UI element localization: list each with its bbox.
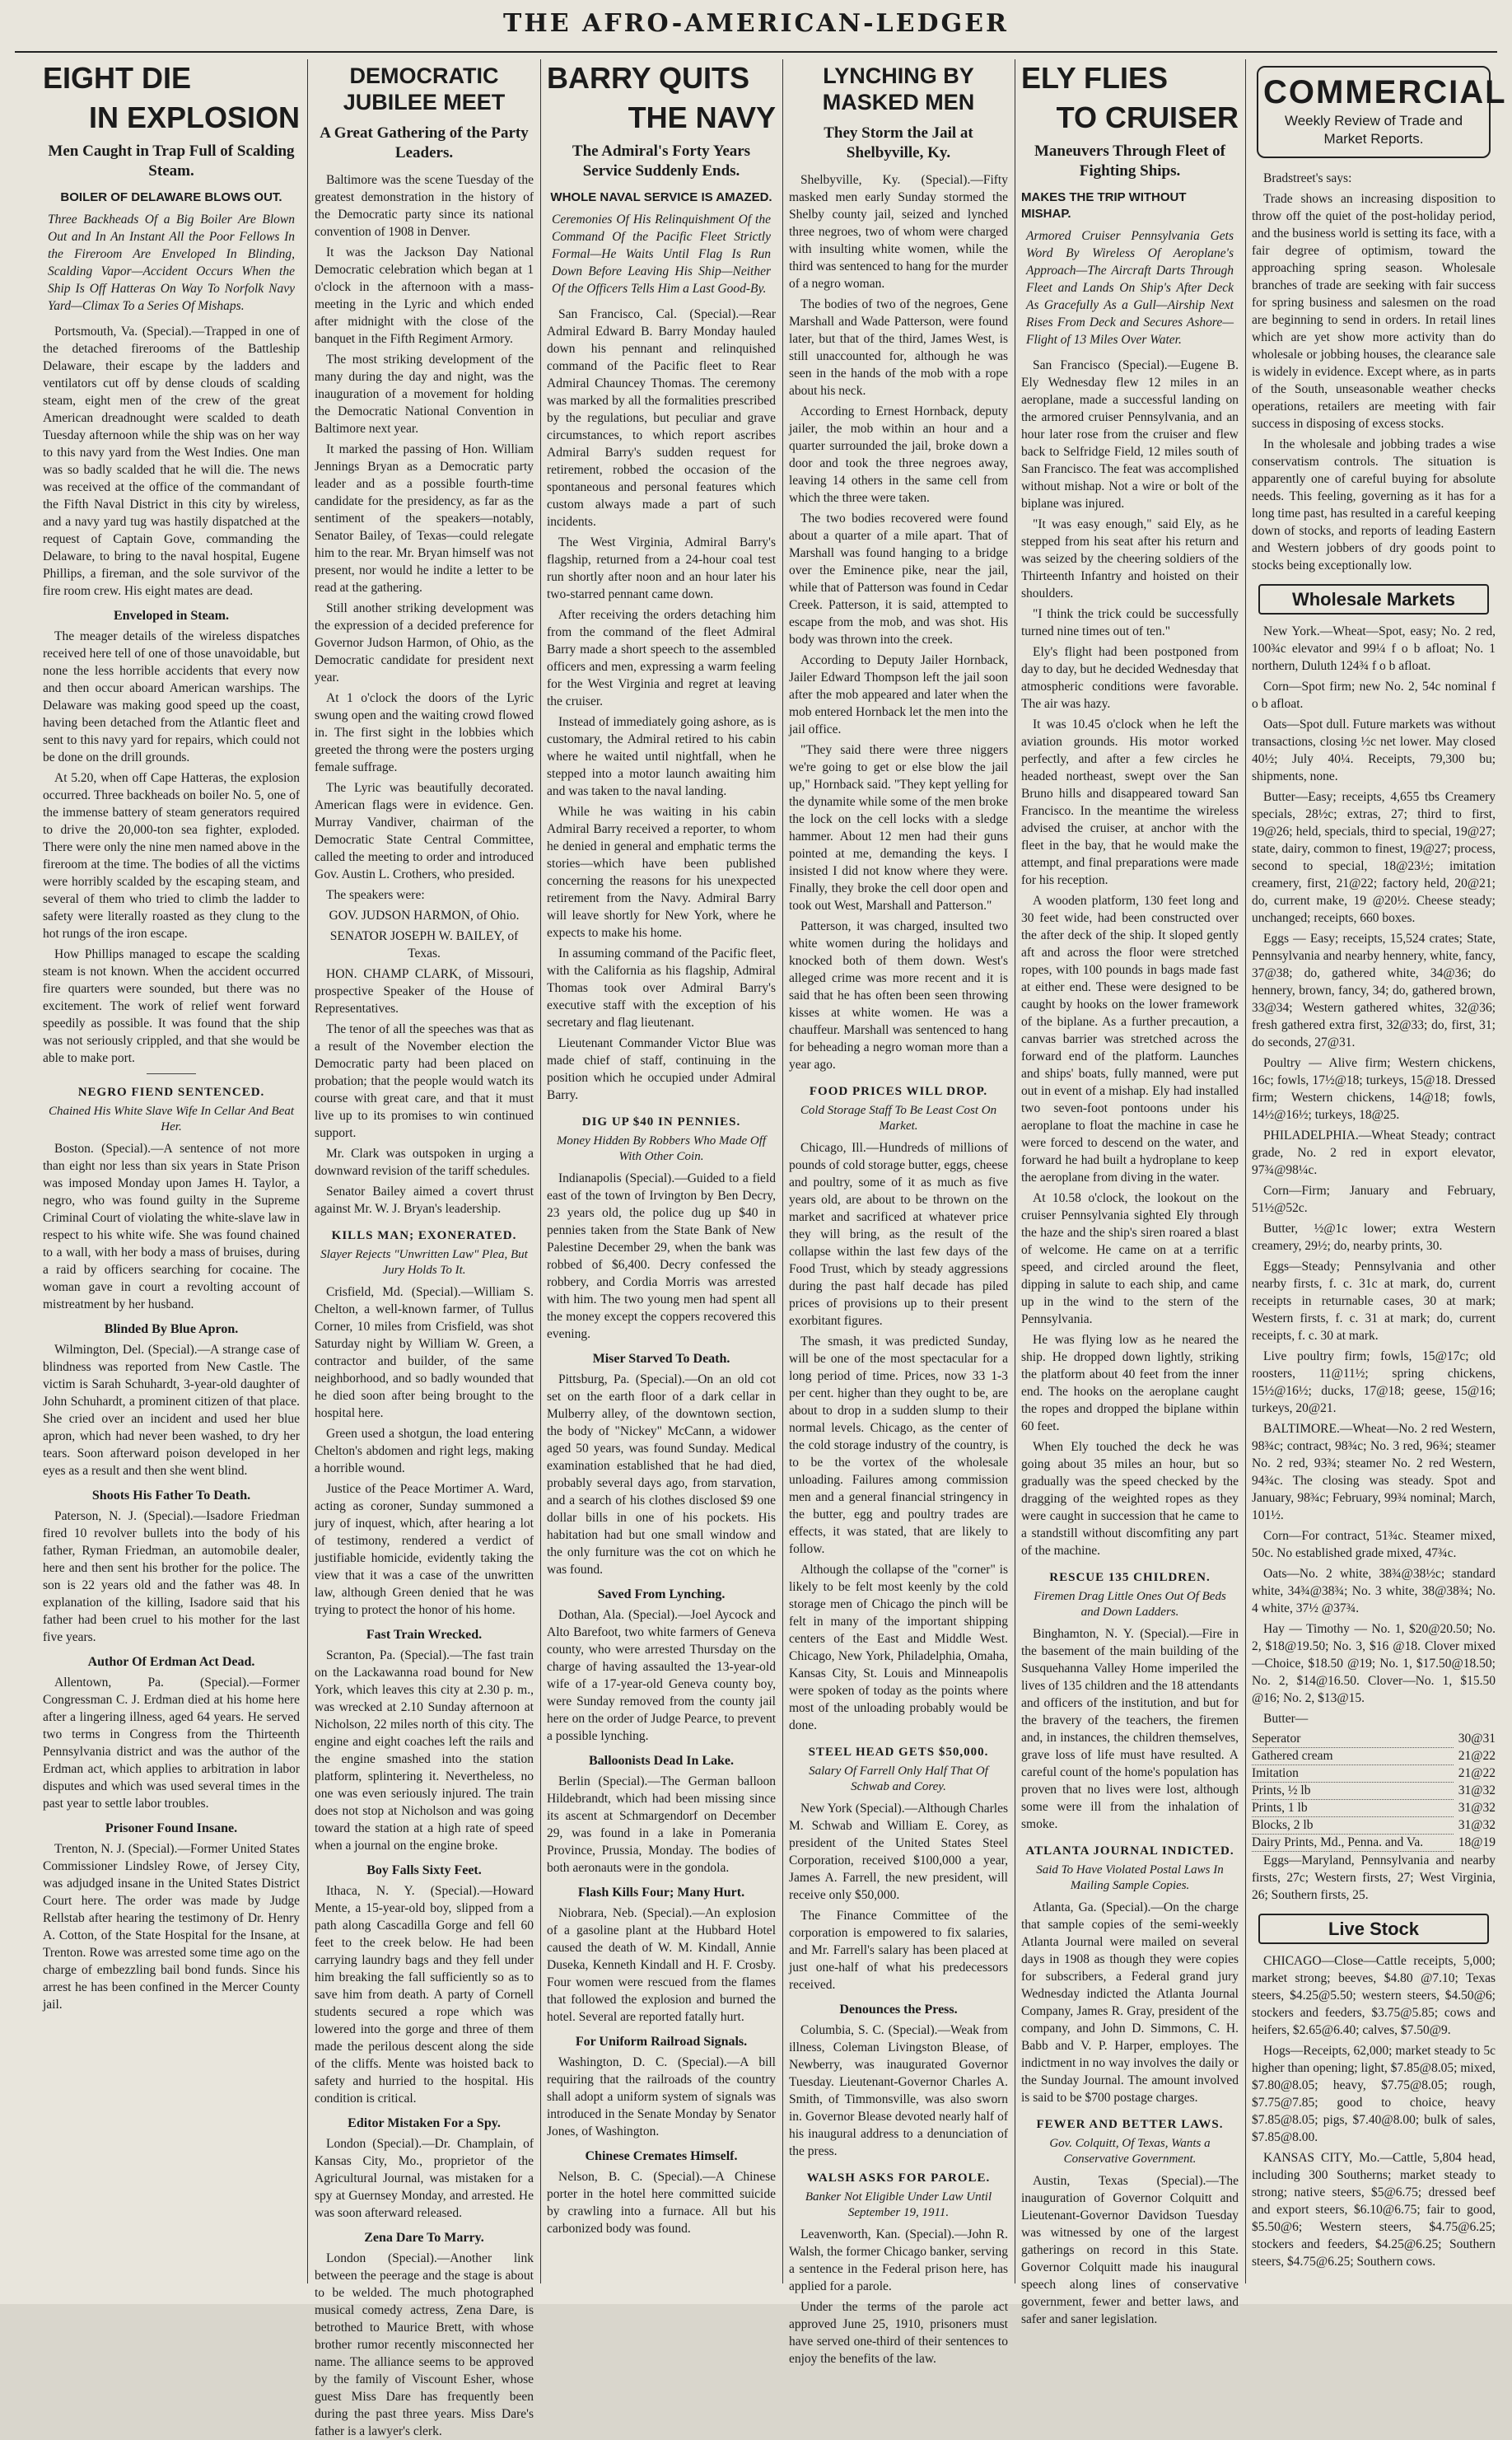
market-report: Hogs—Receipts, 62,000; market steady to 5c higher than opening; light, $7.85@8.05; mixed, $7.80@8.05; heavy, $7.75@8.05; rough, $7.75@7.85; good to choice, heavy $7.85@8.05; pigs, $7.40@8.00; bulk of sales, $7.85@8.00. [1252, 2044, 1496, 2144]
commercial-subtitle: Weekly Review of Trade and Market Reports. [1284, 113, 1463, 147]
subdeck: Cold Storage Staff To Be Least Cost On Market. [800, 1104, 997, 1133]
summary: Three Backheads Of a Big Boiler Are Blown Out and In An Instant All the Poor Fellows In the Fireroom Are Enveloped In Blinding, Scalding Vapor—Accident Occurs When the Ship Is Off Hatteras On Way To Norfolk Navy Yard—Climax To a Series Of Mishaps. [48, 213, 295, 313]
paragraph: Ithaca, N. Y. (Special).—Howard Mente, a 15-year-old boy, slipped from a path along Cascadilla Gorge and fell 60 feet to the creek below. He had been carrying laundry bags and they fell under him breaking the fall sufficiently so as to save him from death. A party of Cornell students secured a rope which was lowered into the gorge and three of them made the perilous descent along the side of the cliffs. Mente was hoisted back to safety and hurried to the hospital. His condition is critical. [315, 1884, 534, 2106]
paragraph: London (Special).—Another link between the peerage and the stage is about to be welded. The much photographed musical comedy actress, Zena Dare, is betrothed to Maurice Brett, with whose brother rumor recently misconnected her name. The alliance seems to be approved by the family of Viscount Esher, whose guest Miss Dare has frequently been during the past three years. Miss Dare's father is a lawyer's clerk. [315, 2251, 534, 2438]
newspaper-title: THE AFRO-AMERICAN-LEDGER [503, 9, 1009, 38]
paragraph: Patterson, it was charged, insulted two white women during the holidays and knocked both of them down. West's alleged crime was more recent and it is said that he has often been seen throwing kisses at white women. He was a chauffeur. Marshall was sentenced to hang for beheading a negro woman more than a year ago. [789, 919, 1008, 1072]
butter-price: 21@22 [1458, 1749, 1496, 1763]
paragraph: Leavenworth, Kan. (Special).—John R. Walsh, the former Chicago banker, serving a sentence in the Federal prison here, has applied for a parole. [789, 2227, 1008, 2293]
market-report: Corn—Spot firm; new No. 2, 54c nominal f o b afloat. [1252, 680, 1496, 711]
paragraph: The two bodies recovered were found about a quarter of a mile apart. That of Marshall was found hanging to a bridge over the Eminence pike, near the jail, while that of Patterson was found in Cedar Creek. Patterson, it is said, attempted to escape from the mob, and was shot. His body was thrown into the creek. [789, 512, 1008, 647]
subheading: FOOD PRICES WILL DROP. [809, 1085, 988, 1098]
subheading: Enveloped in Steam. [113, 609, 229, 623]
market-report: Corn—Firm; January and February, 51½@52c. [1252, 1184, 1496, 1215]
speaker: SENATOR JOSEPH W. BAILEY, of Texas. [329, 929, 519, 961]
subheading: Blinded By Blue Apron. [104, 1322, 239, 1336]
column-rule [540, 59, 541, 2283]
column-3 [547, 59, 776, 2283]
paragraph: The most striking development of the many during the day and night, was the inauguration of a movement for holding the Democratic National Convention in Baltimore next year. [315, 353, 534, 436]
subheading: Boy Falls Sixty Feet. [366, 1863, 482, 1877]
divider [147, 1073, 196, 1074]
subdeck: Money Hidden By Robbers Who Made Off With Other Coin. [556, 1134, 767, 1163]
paragraph: Wilmington, Del. (Special).—A strange case of blindness was reported from New Castle. The victim is Sarah Schuhardt, 3-year-old daughter of John Schuhardt, a prominent citizen of that place. She cried over an incident and used her blue apron, which had never been washed, to dry her tears. Soon afterward poison developed in her eyes as a result and then she went blind. [43, 1343, 300, 1478]
butter-grade: Seperator [1252, 1731, 1454, 1748]
butter-price-row [1252, 1731, 1496, 1748]
market-report: Oats—No. 2 white, 38¾@38½c; standard white, 34¾@38¾; No. 3 white, 38@38¾; No. 4 white, 37½ @37¾. [1252, 1567, 1496, 1615]
paragraph: At 5.20, when off Cape Hatteras, the explosion occurred. Three backheads on boiler No. 5, one of the immense battery of steam generators required to drive the 20,000-ton sea fighter, exploded. There were only the nine men named above in the fireroom at the time. The bodies of all the victims were horribly scalded by the escaping steam, and several of them who tried to climb the ladder to safety were literally roasted as they clung to the hot rungs of the iron escape. [43, 771, 300, 941]
headline [547, 102, 776, 133]
subheading: Chinese Cremates Himself. [585, 2149, 738, 2163]
subheading: KILLS MAN; EXONERATED. [331, 1229, 517, 1242]
paragraph: It marked the passing of Hon. William Jennings Bryan as a Democratic party leader and as a possible fourth-time candidate for the presidency, as far as the sentiment of the speakers—notably, Senator Bailey, of Texas—could relegate him to the rear. Mr. Bryan himself was not present, nor would he indite a letter to be read at the gathering. [315, 442, 534, 595]
paragraph: Justice of the Peace Mortimer A. Ward, acting as coroner, Sunday summoned a jury of inquest, which, after hearing a lot of testimony, rendered a verdict of justifiable homicide, evidently taking the view that it was a case of the unwritten law, although Green denied that he was trying to protect the honor of his home. [315, 1482, 534, 1617]
paragraph: The bodies of two of the negroes, Gene Marshall and Wade Patterson, were found later, but that of the third, James West, is still unaccounted for, although he was seen in the hands of the mob with a rope about his neck. [789, 297, 1008, 398]
headline-line: TO CRUISER [1056, 100, 1239, 134]
market-report: KANSAS CITY, Mo.—Cattle, 5,804 head, including 300 Southerns; market steady to strong; native steers, $5@6.75; dressed beef and export steers, $6.10@6.75; fair to good, $5.50@6; Western steers, $4.75@6.25; stockers and feeders, $4.25@6.25; Southern steers, $4.75@6.25; Southern cows. [1252, 2151, 1496, 2269]
column-4 [789, 59, 1008, 2366]
subheading: Flash Kills Four; Many Hurt. [577, 1886, 745, 1900]
deck: A Great Gathering of the Party Leaders. [320, 124, 529, 161]
butter-price: 31@32 [1458, 1783, 1496, 1797]
headline: DEMOCRATIC JUBILEE MEET [343, 63, 506, 115]
paragraph: "It was easy enough," said Ely, as he stepped from his seat after his return and was seized by the cheering soldiers of the Thirteenth Infantry and hoisted on their shoulders. [1021, 517, 1239, 601]
subheading: RESCUE 135 CHILDREN. [1049, 1571, 1211, 1584]
subheading: Fast Train Wrecked. [366, 1628, 483, 1642]
paragraph: Trade shows an increasing disposition to throw off the quiet of the post-holiday period, and the business world is setting its face, with a fair degree of optimism, toward the approaching spring season. Wholesale branches of trade are seeking with fair success for spring business and salesmen on the road are beginning to send in orders. In retail lines which are yet show more activity than do wholesale or jobbing houses, the clearance sale is widely in evidence. Except where, as in parts of the South, unseasonable weather checks operations, retailers are meeting with fair success in disposing of excess stocks. [1252, 192, 1496, 431]
butter-grade: Dairy Prints, Md., Penna. and Va. [1252, 1835, 1454, 1852]
paragraph: Boston. (Special).—A sentence of not more than eight nor less than six years in State Prison was imposed Monday upon James H. Taylor, a negro, who was found guilty in the Supreme Criminal Court of violating the white-slave law in respect to his white wife. She was found chained to a wall, with her body a mass of bruises, during a raid by officers searching for cocaine. The woman gave in court a revolting account of mistreatment by her husband. [43, 1142, 300, 1311]
paragraph: Bradstreet's says: [1263, 171, 1352, 185]
paragraph: The Lyric was beautifully decorated. American flags were in evidence. Gen. Murray Vandiver, chairman of the Democratic State Central Committee, called the meeting to order and introduced Gov. Austin L. Crothers, who presided. [315, 781, 534, 881]
paragraph: London (Special).—Dr. Champlain, of Kansas City, Mo., proprietor of the Agricultural Journal, was mistaken for a spy at Guernsey Monday, and arrested. He was soon afterward released. [315, 2137, 534, 2220]
subheading: Prisoner Found Insane. [105, 1821, 238, 1835]
subdeck: Gov. Colquitt, Of Texas, Wants a Conservative Government. [1049, 2137, 1211, 2166]
summary: Ceremonies Of His Relinquishment Of the Command Of the Pacific Fleet Strictly Formal—He Waits Until Flag Is Run Down Before Leaving His Ship—Neither Of the Officers Tells Him a Last Good-By. [552, 213, 771, 296]
subheading: Saved From Lynching. [597, 1587, 726, 1601]
subheading: Denounces the Press. [839, 2003, 958, 2017]
commercial-title: COMMERCIAL [1263, 74, 1507, 110]
paragraph: Lieutenant Commander Victor Blue was made chief of staff, continuing in the position which he occupied under Admiral Barry. [547, 1036, 776, 1102]
paragraph: Instead of immediately going ashore, as is customary, the Admiral retired to his cabin where he waited until nightfall, when he stepped into a motor launch awaiting him and was taken to the naval landing. [547, 715, 776, 798]
paragraph: Atlanta, Ga. (Special).—On the charge that sample copies of the semi-weekly Atlanta Journal were mailed on several days in 1908 as though they were copies for subscribers, a Federal grand jury Wednesday indicted the Atlanta Journal Company, James R. Gray, president of the company, and John D. Simmons, C. H. Babb and V. P. Harper, employes. The indictment in no way involves the daily or the Sunday Journal. The amount involved is said to be $700 postage charges. [1021, 1900, 1239, 2105]
live-stock-heading: Live Stock [1258, 1914, 1489, 1944]
market-report: Butter—Easy; receipts, 4,655 tbs Creamery specials, 28½c; extras, 27; third to first, 19@26; held, specials, third to special, 19@27; state, dairy, common to finest, 19@27; process, second to special, 18@23½; imitation creamery, first, 21@22; factory held, 20@21; do, current make, 19 @20½. Cheese steady; unchanged; receipts, 660 boxes. [1252, 790, 1496, 925]
column-rule [782, 59, 783, 2283]
market-report: Hay — Timothy — No. 1, $20@20.50; No. 2, $18@19.50; No. 3, $16 @18. Clover mixed—Choice, $18.50 @19; No. 1, $17.50@18.50; No. 2, $14@16.50. Clover—No. 1, $15.50 @16; No. 2, $13@15. [1252, 1622, 1496, 1705]
paragraph: When Ely touched the deck he was going about 35 miles an hour, but so gradually was the speed checked by the dragging of the weighted ropes as they were caught in succession that he came to a standstill without discomfiting any part of the machine. [1021, 1440, 1239, 1558]
headline [43, 63, 300, 94]
summary: Armored Cruiser Pennsylvania Gets Word By Wireless Of Aeroplane's Approach—The Aircraft Darts Through Fleet and Lands On Ship's After Deck As Gracefully As a Gull—Airship Next Rises From Deck and Secures Ashore—Flight of 13 Miles Over Water. [1026, 229, 1234, 347]
column-2 [315, 59, 534, 2438]
headline-line: THE NAVY [628, 100, 776, 134]
deck: The Admiral's Forty Years Service Suddenly Ends. [572, 143, 751, 180]
paragraph: After receiving the orders detaching him from the command of the fleet Admiral Barry made a short speech to the assembled officers and men, expressing a warm feeling for the West Virginia and regret at leaving the cruiser. [547, 608, 776, 708]
paragraph: He was flying low as he neared the ship. He dropped down lightly, striking the platform about 40 feet from the inner end. The hooks on the aeroplane caught the ropes and dropped the biplane within 60 feet. [1021, 1333, 1239, 1433]
paragraph: Dothan, Ala. (Special).—Joel Aycock and Alto Barefoot, two white farmers of Geneva county, who were arrested Thursday on the charge of having assaulted the 13-year-old wife of a 17-year-old Geneva county boy, were Sunday removed from the county jail here on the order of Judge Pearce, to prevent a possible lynching. [547, 1608, 776, 1743]
butter-price-table [1252, 1731, 1496, 1852]
paragraph: Allentown, Pa. (Special).—Former Congressman C. J. Erdman died at his home here after a lingering illness, aged 64 years. He served two terms in Congress from the Thirteenth Pennsylvania district and was the author of the Erdman act, which applies to arbitration in labor disputes and which was used several times in the past year to settle labor troubles. [43, 1676, 300, 1811]
paragraph: The speakers were: [326, 888, 425, 902]
market-report: Poultry — Alive firm; Western chickens, 16c; fowls, 17½@18; turkeys, 15@18. Dressed firm; Western chickens, 14@18; fowls, 14½@16½; turkeys, 18@25. [1252, 1056, 1496, 1122]
paragraph: Shelbyville, Ky. (Special).—Fifty masked men early Sunday stormed the Shelby county jail, seized and lynched three negroes, two of whom were charged with insulting white women, while the third was sentenced to hang for the murder of a negro woman. [789, 173, 1008, 291]
paragraph: Crisfield, Md. (Special).—William S. Chelton, a well-known farmer, of Tullus Corner, 10 miles from Crisfield, was shot Saturday night by William W. Green, a contractor and builder, of the same neighborhood, and so badly wounded that he died soon after being brought to the hospital here. [315, 1285, 534, 1420]
headline [547, 63, 776, 94]
headline-line: EIGHT DIE [43, 61, 192, 95]
butter-price: 31@32 [1458, 1801, 1496, 1815]
market-report: Butter— [1263, 1712, 1309, 1726]
paragraph: Columbia, S. C. (Special).—Weak from illness, Coleman Livingston Blease, of Newberry, was inaugurated Governor Tuesday. Lieutenant-Governor Charles A. Smith, of Timmonsville, was also sworn in. Governor Blease devoted nearly half of his inaugural address to a denunciation of the press. [789, 2023, 1008, 2158]
paragraph: In assuming command of the Pacific fleet, with the California as his flagship, Admiral Thomas took over Admiral Barry's executive staff with the exception of his secretary and flag lieutenant. [547, 947, 776, 1030]
subdeck: Slayer Rejects "Unwritten Law" Plea, But Jury Holds To It. [320, 1248, 528, 1277]
paragraph: Niobrara, Neb. (Special).—An explosion of a gasoline plant at the Hubbard Hotel caused the death of W. M. Kindall, Annie Duseka, Kenneth Kindall and H. F. Crosby. Four women were rescued from the flames that followed the explosion and burned the hotel. Several are reported fatally hurt. [547, 1906, 776, 2024]
subdeck: Said To Have Violated Postal Laws In Mailing Sample Copies. [1036, 1863, 1224, 1892]
butter-grade: Prints, ½ lb [1252, 1783, 1454, 1800]
commercial-box [1257, 66, 1507, 158]
market-report: Oats—Spot dull. Future markets was without transactions, closing ½c net lower. May closed 40½; July 40¼. Receipts, 79,300 bu; shipments, none. [1252, 718, 1496, 783]
market-report: Butter, ½@1c lower; extra Western creamery, 29½; do, nearby prints, 30. [1252, 1222, 1496, 1253]
paragraph: It was 10.45 o'clock when he left the aviation grounds. His motor worked perfectly, and after a few circles he headed northeast, swept over the San Bruno hills and disappeared toward San Francisco. In the meantime the wireless advised the cruiser, at anchor with the fleet in the bay, that he would make the attempt, and final preparations were made for his reception. [1021, 718, 1239, 887]
paragraph: Austin, Texas (Special).—The inauguration of Governor Colquitt and Lieutenant-Governor Davidson Tuesday was witnessed by one of the largest gatherings on record in this State. Governor Colquitt made his inaugural speech along lines of conservative government, fewer and better laws, and safer and saner legislation. [1021, 2174, 1239, 2326]
deck: They Storm the Jail at Shelbyville, Ky. [824, 124, 973, 161]
paragraph: Although the collapse of the "corner" is likely to be felt most keenly by the cold storage men of Chicago the pinch will be felt in many of the important shipping centers of the East and Middle West. Chicago, New York, Philadelphia, Omaha, Kansas City, St. Louis and Minneapolis were spoken of today as the points where most of the unloading probably would be done. [789, 1563, 1008, 1732]
headline: LYNCHING BY MASKED MEN [822, 63, 975, 115]
subheading: Miser Starved To Death. [592, 1352, 730, 1366]
subheading: ATLANTA JOURNAL INDICTED. [1025, 1844, 1234, 1858]
headline [1021, 63, 1239, 94]
subheading: Author Of Erdman Act Dead. [87, 1655, 255, 1669]
paragraph: Scranton, Pa. (Special).—The fast train on the Lackawanna road bound for New York, which leaves this city at 2.30 p. m., was wrecked at 2.10 Sunday afternoon at Nicholson, 22 miles north of this city. The engine and eight coaches left the rails and the engine smashed into the station platform, splintering it. Nevertheless, no one was even seriously injured. The train does not stop at Nicholson and was going toward the station at a high rate of speed when a journal on the engine broke. [315, 1648, 534, 1853]
headline [1021, 102, 1239, 133]
paragraph: San Francisco, Cal. (Special).—Rear Admiral Edward B. Barry Monday hauled down his pennant and relinquished command of the Pacific fleet to Rear Admiral Chauncey Thomas. The ceremony was marked by all the formalities prescribed by the regulations, but peculiar and grave circumstances, to which report ascribes Admiral Barry's sudden request for retirement, robbed the occasion of the spontaneous and personal features which custom always made a part of such incidents. [547, 307, 776, 529]
butter-price-row [1252, 1783, 1496, 1800]
paragraph: Green used a shotgun, the load entering Chelton's abdomen and right legs, making a horrible wound. [315, 1427, 534, 1475]
paragraph: Nelson, B. C. (Special).—A Chinese porter in the hotel here committed suicide by crawling into a furnace. All but his carbonized body was found. [547, 2170, 776, 2236]
paragraph: Paterson, N. J. (Special).—Isadore Friedman fired 10 revolver bullets into the body of his father, Ryman Friedman, an automobile dealer, here and then sent his brother for the police. The son is 22 years old and the father was 48. In explanation of the killing, Isadore said that his father had been cruel to his mother for the last five years. [43, 1509, 300, 1644]
market-report: BALTIMORE.—Wheat—No. 2 red Western, 98¾c; contract, 98¾c; No. 3 red, 96¾; steamer No. 2 red, 93¾; steamer No. 2 red Western, 94¾c. The closing was steady. Spot and January, 98¾c; February, 99¾ nominal; March, 101½. [1252, 1422, 1496, 1522]
paragraph: "I think the trick could be successfully turned nine times out of ten." [1021, 607, 1239, 638]
headline [43, 102, 300, 133]
paragraph: Berlin (Special).—The German balloon Hildebrandt, which had been missing since its ascent at Schmargendorf on December 29, was found in a lake in Pomerania Province, Prussia, Monday. The bodies of both aeronauts were in the gondola. [547, 1774, 776, 1875]
paragraph: "They said there were three niggers we're going to get or else blow the jail up," Hornback said. "They kept yelling for the dynamite while some of the men broke the lock on the cell locks with a sledge hammer. About 12 men had their guns pointed at me, demanding the keys. I insisted I did not know where they were. Finally, they broke the cell door open and took out West, Marshall and Patterson." [789, 743, 1008, 913]
butter-price-row [1252, 1765, 1496, 1783]
butter-price: 31@32 [1458, 1818, 1496, 1832]
subheading: For Uniform Railroad Signals. [575, 2035, 748, 2049]
subheading: Balloonists Dead In Lake. [588, 1754, 735, 1768]
paragraph: The smash, it was predicted Sunday, will be one of the most spectacular for a long period of time. Prices, now 33 1-3 per cent. higher than they ought to be, are about to drop in a sudden slump to their normal levels. Chicago, as the center of the cold storage industry of the country, is to be the vortex of the wholesale unloading. Failures among commission men and a general financial stringency in the butter, egg and poultry trades are effects, it was stated, that are likely to follow. [789, 1335, 1008, 1556]
paragraph: The West Virginia, Admiral Barry's flagship, returned from a 24-hour coal test run shortly after noon and an hour later his two-starred pennant came down. [547, 535, 776, 601]
market-report: Eggs — Easy; receipts, 15,524 crates; State, Pennsylvania and nearby hennery, white, fancy, 37@38; do, gathered white, 34@36; do hennery, brown, fancy, 34; do, gathered brown, 33@34; Western gathered whites, 32@36; fresh gathered extra first, 32@33; do, first, 31; do seconds, 27@31. [1252, 932, 1496, 1049]
column-6 [1252, 59, 1507, 2283]
headline-line: IN EXPLOSION [88, 100, 300, 134]
subheading: Editor Mistaken For a Spy. [348, 2116, 501, 2130]
subheading: NEGRO FIEND SENTENCED. [77, 1086, 265, 1099]
paragraph: The Finance Committee of the corporation is empowered to fix salaries, and Mr. Farrell's salary has been placed at just one-half of what his predecessors received. [789, 1909, 1008, 1992]
paragraph: A wooden platform, 130 feet long and 30 feet wide, had been constructed over the after deck of the ship. It sloped gently aft and across the floor were stretched ropes, with 100 pounds in bags made fast at either end. These were designed to be caught by hooks on the lower framework of the biplane. As a further precaution, a canvas barrier was stretched across the forward end of the platform. Launches and ships' boats, fully manned, were put out in event of a mishap. Ely had installed two seven-foot pontoons under his aeroplane to float the machine in case he were forced to descend on the water, and forward he had built a hydroplane to keep the aeroplane from diving in the water. [1021, 894, 1239, 1185]
butter-price-row [1252, 1748, 1496, 1765]
deck-caps: MAKES THE TRIP WITHOUT MISHAP. [1021, 190, 1187, 221]
butter-grade: Blocks, 2 lb [1252, 1817, 1454, 1835]
paragraph: At 10.58 o'clock, the lookout on the cruiser Pennsylvania sighted Ely through the haze and the ship's siren roared a blast of welcome. He came on at a terrific speed, and circled around the fleet, dipping in salute to each ship, and came up in the wind to the stern of the Pennsylvania. [1021, 1191, 1239, 1326]
column-rule [307, 59, 308, 2283]
paragraph: Binghamton, N. Y. (Special).—Fire in the basement of the main building of the Susquehanna Valley Home imperiled the lives of 135 children and the 18 attendants and officers of the institution, and but for the bravery of the teachers, the firemen and, in instances, the children themselves, grave loss of life must have resulted. A careful count of the home's population has proven that no lives were lost, although some were ill from the inhalation of smoke. [1021, 1627, 1239, 1831]
subdeck: Salary Of Farrell Only Half That Of Schwab and Corey. [809, 1765, 988, 1793]
paragraph: Still another striking development was the expression of a decided preference for Governor Judson Harmon, of Ohio, as the Democratic candidate for president next year. [315, 601, 534, 685]
butter-grade: Imitation [1252, 1765, 1454, 1783]
paragraph: Under the terms of the parole act approved June 25, 1910, prisoners must have served one-third of their sentences to enjoy the benefits of the law. [789, 2300, 1008, 2366]
paragraph: In the wholesale and jobbing trades a wise conservatism controls. The situation is apparently one of careful buying for absolute needs. This feeling, governing as it has for a long time past, has resulted in a careful keeping down of stocks, and reports of leading Eastern and Western jobbers of dry goods point to stocks being exceptionally low. [1252, 437, 1496, 573]
butter-price: 30@31 [1458, 1732, 1496, 1746]
paragraph: The meager details of the wireless dispatches received here tell of one of those unavoidable, but none the less horrible accidents that every now and then occur aboard American warships. The Delaware was making good speed up the coast, having been detached from the Atlantic fleet and sent to this navy yard for repairs, which could not be done on the drill grounds. [43, 629, 300, 764]
butter-grade: Prints, 1 lb [1252, 1800, 1454, 1817]
paragraph: Pittsburg, Pa. (Special).—On an old cot set on the earth floor of a dark cellar in Mulberry alley, of the downtown section, the body of "Nickey" McCann, a widower aged 50 years, was found Sunday. Medical examination established that he had died, probably several days ago, from starvation, and a search of his clothes disclosed $9 one dollar bills in one of his pockets. His habitation had but one small window and the only furniture was the cot on which he was found. [547, 1372, 776, 1577]
market-report: Eggs—Maryland, Pennsylvania and nearby firsts, 27c; Western firsts, 27; West Virginia, 26; Southern firsts, 25. [1252, 1853, 1496, 1902]
deck-caps: WHOLE NAVAL SERVICE IS AMAZED. [550, 190, 772, 204]
market-report: Eggs—Steady; Pennsylvania and other nearby firsts, f. c. 31c at mark, do, current receipts in returnable cases, 30 at mark; Western firsts, f. c. 31 at mark; do, current receipts, f. c. 30 at mark. [1252, 1260, 1496, 1343]
butter-grade: Gathered cream [1252, 1748, 1454, 1765]
deck: Men Caught in Trap Full of Scalding Steam. [48, 143, 295, 180]
market-report: Live poultry firm; fowls, 15@17c; old roosters, 11@11½; spring chickens, 15½@16½; ducks, 17@18; geese, 15@16; turkeys, 20@21. [1252, 1349, 1496, 1415]
masthead [0, 0, 1512, 58]
paragraph: Washington, D. C. (Special).—A bill requiring that the railroads of the country shall adopt a uniform system of signals was introduced in the Senate Monday by Senator Jones, of Washington. [547, 2055, 776, 2139]
subdeck: Firemen Drag Little Ones Out Of Beds and Down Ladders. [1034, 1590, 1226, 1619]
paragraph: Trenton, N. J. (Special).—Former United States Commissioner Lindsley Rowe, of Jersey City, was adjudged insane in the United States District Court here. The order was made by Judge Rellstab after hearing the testimony of Dr. Henry A. Cotton, of the State Hospital for the Insane, at Trenton. Rowe was arrested some time ago on the charge of embezzling bail bond funds. Since his arrest he has been confined in the Mercer County jail. [43, 1842, 300, 2012]
speaker: HON. CHAMP CLARK, of Missouri, prospective Speaker of the House of Representatives. [315, 967, 534, 1016]
subheading: Shoots His Father To Death. [91, 1489, 251, 1503]
subheading: FEWER AND BETTER LAWS. [1036, 2118, 1224, 2131]
paragraph: How Phillips managed to escape the scalding steam is not known. When the accident occurred fire quarters were sounded, but there was no excitement. The work of relief went forward speedily as possible. It was found that the ship was not seriously crippled, and that she would be able to make port. [43, 947, 300, 1065]
paragraph: It was the Jackson Day National Democratic celebration which began at 1 o'clock in the afternoon with a mass-meeting in the Lyric and which ended after midnight with the close of the banquet in the Fifth Regiment Armory. [315, 245, 534, 346]
subdeck: Banker Not Eligible Under Law Until September 19, 1911. [805, 2190, 992, 2219]
column-5 [1021, 59, 1239, 2326]
paragraph: According to Ernest Hornback, deputy jailer, the mob within an hour and a quarter surrounded the jail, broke down a door and took the three negroes away, leaving 14 others in the same cell from which the three were taken. [789, 404, 1008, 505]
market-report: PHILADELPHIA.—Wheat Steady; contract grade, No. 2 red in export elevator, 97¾@98¼c. [1252, 1129, 1496, 1177]
paragraph: Chicago, Ill.—Hundreds of millions of pounds of cold storage butter, eggs, cheese and poultry, some of it as much as five years old, are about to be thrown on the market and sacrificed at whatever price they will bring, as the result of the collapse within the last few days of the Food Trust, which by steady aggressions during the past half decade has piled prices of provisions up to their present exorbitant figures. [789, 1141, 1008, 1328]
market-report: Corn—For contract, 51¾c. Steamer mixed, 50c. No established grade mixed, 47¾c. [1252, 1529, 1496, 1560]
market-report: New York.—Wheat—Spot, easy; No. 2 red, 100¾c elevator and 99¼ f o b afloat; No. 1 northern, Duluth 124¾ f o b afloat. [1252, 624, 1496, 673]
paragraph: New York (Special).—Although Charles M. Schwab and William E. Corey, as president of the United States Steel Corporation, received $100,000 a year, James A. Farrell, the new president, will receive only $50,000. [789, 1802, 1008, 1902]
paragraph: At 1 o'clock the doors of the Lyric swung open and the waiting crowd flowed in. The first sight in the lobbies which greeted the throng were the posters urging female suffrage. [315, 691, 534, 774]
paragraph: While he was waiting in his cabin Admiral Barry received a reporter, to whom he denied in general and emphatic terms the stories—which have been published concerning the reasons for his unexpected retirement from the Navy. Admiral Barry will leave shortly for New York, where he expects to make his home. [547, 805, 776, 940]
headline-line: BARRY QUITS [547, 61, 750, 95]
market-report: CHICAGO—Close—Cattle receipts, 5,000; market strong; beeves, $4.80 @7.10; Texas steers, $4.25@5.50; western steers, $4.50@6; stockers and feeders, $3.75@5.85; cows and heifers, $2.65@6.40; calves, $7.50@9. [1252, 1954, 1496, 2037]
column-1 [43, 59, 300, 2283]
paragraph: Mr. Clark was outspoken in urging a downward revision of the tariff schedules. [315, 1147, 534, 1178]
headline-line: ELY FLIES [1021, 61, 1169, 95]
paragraph: San Francisco (Special).—Eugene B. Ely Wednesday flew 12 miles in an aeroplane, made a successful landing on the armored cruiser Pennsylvania, and an hour later rose from the cruiser and flew back to Selfridge Field, 12 miles south of San Francisco. The feat was accomplished without mishap. Not a wire or bolt of the biplane was injured. [1021, 358, 1239, 511]
masthead-rule [15, 51, 1497, 53]
butter-price-row [1252, 1817, 1496, 1835]
subheading: Zena Dare To Marry. [364, 2231, 484, 2245]
paragraph: Ely's flight had been postponed from day to day, but he decided Wednesday that atmospheric conditions were favorable. The air was hazy. [1021, 645, 1239, 711]
subheading: STEEL HEAD GETS $50,000. [808, 1746, 989, 1759]
paragraph: Portsmouth, Va. (Special).—Trapped in one of the detached firerooms of the Battleship Delaware, their escape by the ladders and ventilators cut off by dense clouds of scalding steam, eight men of the crew of the great American dreadnought were scalded to death Tuesday afternoon while the ship was on her way to this navy yard from the West Indies. One man was so badly scalded that he will die. The news was received at the office of the commandant of the Fifth Naval District in this city by wireless, and a navy yard tug was hastily dispatched at the request of Captain Gove, commanding the Delaware, to bring to the naval hospital, Eugene Phillips, a fireman, and the sole survivor of the fire room crew. His eight mates are dead. [43, 325, 300, 598]
paragraph: The tenor of all the speeches was that as a result of the November election the Democratic party had been placed on probation; that the people would watch its course with great care, and that it must live up to its promises to win continued support. [315, 1022, 534, 1140]
subheading: DIG UP $40 IN PENNIES. [581, 1115, 741, 1129]
paragraph: Baltimore was the scene Tuesday of the greatest demonstration in the history of the Democratic party since its national convention of 1908 in Denver. [315, 173, 534, 239]
paragraph: Senator Bailey aimed a covert thrust against Mr. W. J. Bryan's leadership. [315, 1185, 534, 1216]
butter-price-row [1252, 1800, 1496, 1817]
butter-price-row [1252, 1835, 1496, 1852]
deck: Maneuvers Through Fleet of Fighting Ships. [1034, 143, 1226, 180]
wholesale-markets-heading: Wholesale Markets [1258, 584, 1489, 615]
butter-price: 21@22 [1458, 1766, 1496, 1780]
subheading: WALSH ASKS FOR PAROLE. [806, 2171, 991, 2185]
butter-price: 18@19 [1458, 1835, 1496, 1849]
column-rule [1245, 59, 1246, 2283]
speaker: GOV. JUDSON HARMON, of Ohio. [329, 909, 520, 923]
subdeck: Chained His White Slave Wife In Cellar And Beat Her. [48, 1105, 294, 1134]
deck-caps: BOILER OF DELAWARE BLOWS OUT. [60, 190, 282, 204]
paragraph: According to Deputy Jailer Hornback, Jailer Edward Thompson left the jail soon after the mob appeared and later when the mob entered Hornback let the men into the jail office. [789, 653, 1008, 736]
paragraph: Indianapolis (Special).—Guided to a field east of the town of Irvington by Ben Decry, 23 years old, the police dug up $40 in pennies taken from the State Bank of New Palestine December 29, when the bank was robbed of $6,400. Decry confessed the robbery, and Cordia Morris was arrested with him. The two young men had spent all the money except the coppers recovered this evening. [547, 1171, 776, 1341]
